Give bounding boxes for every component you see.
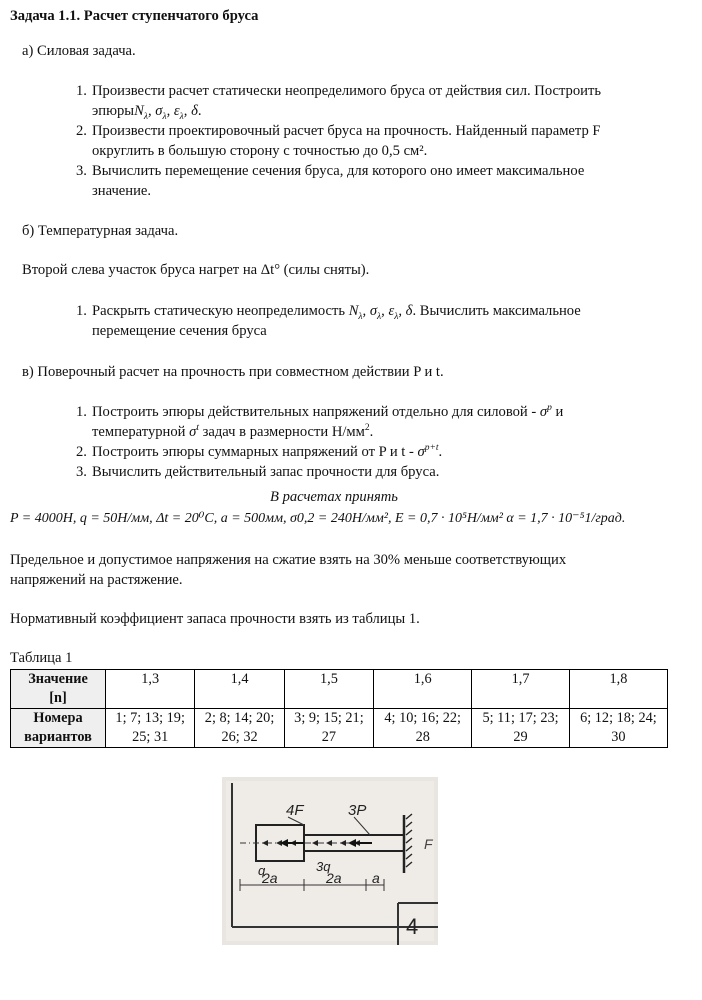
table-cell: 4; 10; 16; 22; 28: [374, 709, 472, 748]
section-b-intro: Второй слева участок бруса нагрет на Δt° (силы сняты).: [22, 262, 370, 278]
dim-a: a: [372, 870, 380, 886]
page-title: Задача 1.1. Расчет ступенчатого бруса: [10, 8, 259, 24]
table-cell: 1,3: [106, 670, 195, 709]
figure-number: 4: [406, 914, 419, 939]
note-compression-l2: напряжений на растяжение.: [10, 572, 183, 588]
dim-2a-left: 2a: [262, 870, 278, 886]
label-4f: 4F: [286, 802, 304, 819]
table-cell: 1,7: [472, 670, 570, 709]
table-cell: 1,4: [195, 670, 284, 709]
label-q: q: [258, 863, 266, 878]
given-heading: В расчетах принять: [270, 489, 398, 505]
table-cell: 1; 7; 13; 19; 25; 31: [106, 709, 195, 748]
table-cell: 2; 8; 14; 20; 26; 32: [195, 709, 284, 748]
table-cell: 1,6: [374, 670, 472, 709]
given-values: P = 4000Н, q = 50Н/мм, Δt = 20⁰C, a = 500мм, σ0,2 = 240Н/мм², E = 0,7 · 10⁵Н/мм² α = 1,7 · 10⁻⁵1/град.: [10, 511, 626, 526]
formula-sigma-p-plus-t: $\sigma^{p+t}$: [417, 443, 439, 460]
formula-n-sigma-eps-delta: $N_\lambda$, $\sigma_\lambda$, $\varepsilon_\lambda$, δ: [348, 303, 413, 322]
label-3p: 3P: [348, 802, 367, 819]
note-safety-factor: Нормативный коэффициент запаса прочности взять из таблицы 1.: [10, 611, 420, 627]
table-cell: 1,8: [569, 670, 667, 709]
table-header-cell: Значение [n]: [11, 670, 106, 709]
table-cell: 1,5: [284, 670, 373, 709]
label-f-right: F: [424, 836, 433, 852]
dim-2a-right: 2a: [326, 870, 342, 886]
table-header-cell: Номера вариантов: [11, 709, 106, 748]
list-item: 3. Вычислить действительный запас прочности для бруса.: [76, 464, 440, 480]
table-caption: Таблица 1: [10, 650, 73, 666]
list-item: 2. Произвести проектировочный расчет бруса на прочность. Найденный параметр F округлить в большую сторону с точностью до 0,5 см².: [76, 123, 601, 159]
list-item: 1. Раскрыть статическую неопределимость $N_\lambda$, $\sigma_\lambda$, $\varepsilon_\lambda$, δ. Вычислить максимальное перемещение сечения бруса: [76, 303, 581, 339]
formula-sigma-t: $\sigma^t$: [189, 423, 199, 440]
beam-diagram: [222, 777, 438, 945]
section-b-list: [76, 301, 676, 341]
safety-factor-table: [10, 669, 668, 748]
table-row: [11, 670, 668, 709]
formula-sigma-p: $\sigma^p$: [539, 403, 552, 420]
section-b-heading: б) Температурная задача.: [22, 223, 179, 239]
section-c-heading: в) Поверочный расчет на прочность при совместном действии P и t.: [22, 364, 444, 380]
table-cell: 3; 9; 15; 21; 27: [284, 709, 373, 748]
table-cell: 5; 11; 17; 23; 29: [472, 709, 570, 748]
section-a-heading: а) Силовая задача.: [22, 43, 136, 59]
list-item: 1. Построить эпюры действительных напряжений отдельно для силовой - $\sigma^p$ и температурной $\sigma^t$ задач в размерности $Н/мм^2$.: [76, 403, 564, 440]
formula-n-sigma-eps-delta: $N_\lambda$, $\sigma_\lambda$, $\varepsilon_\lambda$, δ: [134, 103, 198, 122]
list-item: 2. Построить эпюры суммарных напряжений от P и t - $\sigma^{p+t}$.: [76, 443, 443, 460]
label-3q: 3q: [316, 859, 331, 874]
table-row: [11, 709, 668, 748]
list-item: 3. Вычислить перемещение сечения бруса, для которого оно имеет максимальное значение.: [76, 163, 585, 199]
table-cell: 6; 12; 18; 24; 30: [569, 709, 667, 748]
section-c-list: [76, 402, 676, 482]
list-item: 1. Произвести расчет статически неопределимого бруса от действия сил. Построить эпюрыN$_\lambda$, $\sigma_\lambda$, $\varepsilon_\lambda$, δ.: [76, 83, 601, 122]
section-a-list: [76, 81, 676, 201]
note-compression-l1: Предельное и допустимое напряжения на сжатие взять на 30% меньше соответствующих: [10, 552, 567, 568]
